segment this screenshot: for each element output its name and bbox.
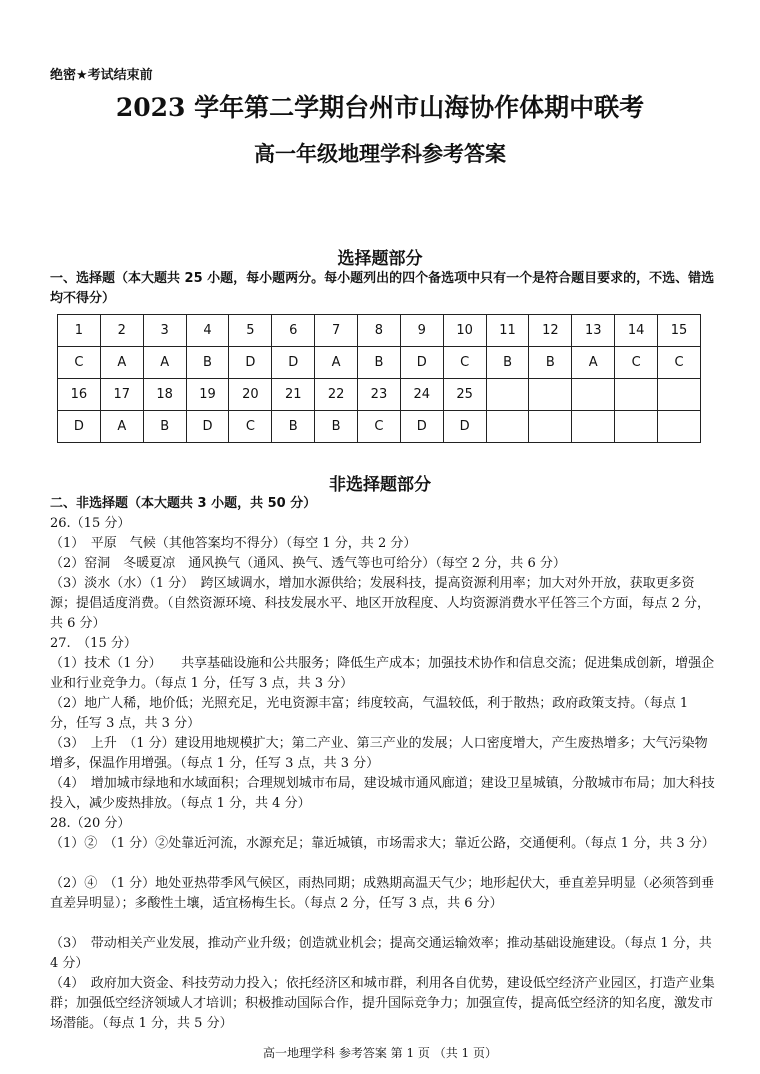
answer-cell: 10 — [443, 315, 486, 347]
answer-cell: D — [400, 411, 443, 443]
q27-answer-3: （3） 上升 （1 分）建设用地规模扩大；第二产业、第三产业的发展；人口密度增大，产生废热增多；大气污染物增多，保温作用增强。（每点 1 分，任写 3 点，共 3 分） — [50, 736, 708, 771]
answer-cell: B — [529, 347, 572, 379]
answer-cell: 18 — [143, 379, 186, 411]
answer-cell: C — [58, 347, 101, 379]
answer-cell — [615, 379, 658, 411]
answer-cell — [615, 411, 658, 443]
answer-cell: B — [486, 347, 529, 379]
answer-cell: 2 — [100, 315, 143, 347]
answer-cell — [529, 379, 572, 411]
answer-cell: 11 — [486, 315, 529, 347]
answer-cell — [572, 379, 615, 411]
answer-cell: B — [186, 347, 229, 379]
answer-cell: 14 — [615, 315, 658, 347]
answer-cell: A — [143, 347, 186, 379]
exam-subtitle: 高一年级地理学科参考答案 — [254, 141, 506, 166]
q27-answer-1: （1）技术（1 分） 共享基础设施和公共服务；降低生产成本；加强技术协作和信息交流；促进集成创新，增强企业和行业竞争力。（每点 1 分，任写 3 点，共 3 分） — [50, 656, 715, 691]
q26-answer-3: （3）淡水（水）（1 分） 跨区域调水，增加水源供给；发展科技，提高资源利用率；加大对外开放，获取更多资源；提倡适度消费。（自然资源环境、科技发展水平、地区开放程度、人均资源消费水平任答三个方面，每点 2 分，共 6 分） — [50, 576, 711, 631]
answer-cell: C — [658, 347, 701, 379]
q28-answer-2: （2）④ （1 分）地处亚热带季风气候区，雨热同期；成熟期高温天气少；地形起伏大，垂直差异明显（必须答到垂直差异明显）；多酸性土壤，适宜杨梅生长。（每点 2 分，任写 3 点，共 6 分） — [50, 876, 715, 911]
answer-cell: 23 — [358, 379, 401, 411]
answer-cell: 25 — [443, 379, 486, 411]
q27-label: 27. （15 分） — [50, 636, 137, 651]
answer-cell: 22 — [315, 379, 358, 411]
q27-answer-4: （4） 增加城市绿地和水域面积；合理规划城市布局，建设城市通风廊道；建设卫星城镇，分散城市布局；加大科技投入，减少废热排放。（每点 1 分，共 4 分） — [50, 776, 715, 811]
answer-cell: D — [272, 347, 315, 379]
answer-cell: B — [358, 347, 401, 379]
q28-answer-3: （3） 带动相关产业发展，推动产业升级；创造就业机会；提高交通运输效率；推动基础设施建设。（每点 1 分，共 4 分） — [50, 936, 712, 971]
answer-cell: 4 — [186, 315, 229, 347]
answer-cell: A — [100, 347, 143, 379]
exam-title: 2023 学年第二学期台州市山海协作体期中联考 — [115, 93, 645, 122]
answer-cell: C — [615, 347, 658, 379]
answer-cell: A — [572, 347, 615, 379]
answer-cell: 17 — [100, 379, 143, 411]
answer-cell: 5 — [229, 315, 272, 347]
answer-cell: C — [443, 347, 486, 379]
answer-cell: D — [229, 347, 272, 379]
answer-cell: C — [358, 411, 401, 443]
answer-cell: B — [143, 411, 186, 443]
confidential-mark: 绝密★考试结束前 — [50, 68, 153, 83]
answer-cell: A — [100, 411, 143, 443]
answer-cell: 1 — [58, 315, 101, 347]
answer-cell: 9 — [400, 315, 443, 347]
q26-label: 26.（15 分） — [50, 516, 131, 531]
answer-cell — [658, 411, 701, 443]
answer-cell — [486, 379, 529, 411]
q26-answer-1: （1） 平原 气候（其他答案均不得分）（每空 1 分，共 2 分） — [50, 536, 417, 551]
answer-table-row-numbers-2 — [58, 379, 701, 411]
answer-cell — [486, 411, 529, 443]
q28-answer-4: （4） 政府加大资金、科技劳动力投入；依托经济区和城市群，利用各自优势，建设低空经济产业园区，打造产业集群；加强低空经济领域人才培训；积极推动国际合作，提升国际竞争力；加强宣传，提高低空经济的知名度，激发市场潜能。（每点 1 分，共 5 分） — [50, 976, 715, 1031]
answer-cell: 8 — [358, 315, 401, 347]
answer-cell: 19 — [186, 379, 229, 411]
answer-cell: D — [400, 347, 443, 379]
q28-answer-1: （1）② （1 分）②处靠近河流，水源充足；靠近城镇，市场需求大；靠近公路，交通便利。（每点 1 分，共 3 分） — [50, 836, 715, 851]
answer-cell: 7 — [315, 315, 358, 347]
answer-cell: B — [272, 411, 315, 443]
answer-cell: 20 — [229, 379, 272, 411]
answer-cell: A — [315, 347, 358, 379]
answer-cell: 15 — [658, 315, 701, 347]
q27-answer-2: （2）地广人稀，地价低；光照充足，光电资源丰富；纬度较高，气温较低，利于散热；政府政策支持。（每点 1 分，任写 3 点，共 3 分） — [50, 696, 689, 731]
q28-label: 28.（20 分） — [50, 816, 131, 831]
answer-cell: 13 — [572, 315, 615, 347]
answer-table-row-answers-1 — [58, 347, 701, 379]
answer-cell: 12 — [529, 315, 572, 347]
answer-cell: D — [58, 411, 101, 443]
answer-cell: 16 — [58, 379, 101, 411]
page-footer: 高一地理学科 参考答案 第 1 页 （共 1 页） — [263, 1046, 497, 1060]
answer-table-row-answers-2 — [58, 411, 701, 443]
answer-table — [57, 314, 701, 443]
q26-answer-2: （2）窑洞 冬暖夏凉 通风换气（通风、换气、透气等也可给分）（每空 2 分，共 6 分） — [50, 556, 566, 571]
answer-cell — [529, 411, 572, 443]
answer-cell: 6 — [272, 315, 315, 347]
answer-cell: C — [229, 411, 272, 443]
answer-cell: B — [315, 411, 358, 443]
choice-section-heading: 选择题部分 — [337, 249, 423, 269]
answer-cell: 3 — [143, 315, 186, 347]
answer-cell: 24 — [400, 379, 443, 411]
nonchoice-instructions: 二、非选择题（本大题共 3 小题，共 50 分） — [50, 496, 317, 511]
answer-cell — [658, 379, 701, 411]
answer-table-row-numbers-1 — [58, 315, 701, 347]
choice-instructions: 一、选择题（本大题共 25 小题，每小题两分。每小题列出的四个备选项中只有一个是符合题目要求的，不选、错选均不得分） — [50, 271, 715, 306]
answer-cell: D — [443, 411, 486, 443]
answer-cell: 21 — [272, 379, 315, 411]
answer-cell: D — [186, 411, 229, 443]
nonchoice-section-heading: 非选择题部分 — [329, 475, 431, 495]
answer-cell — [572, 411, 615, 443]
